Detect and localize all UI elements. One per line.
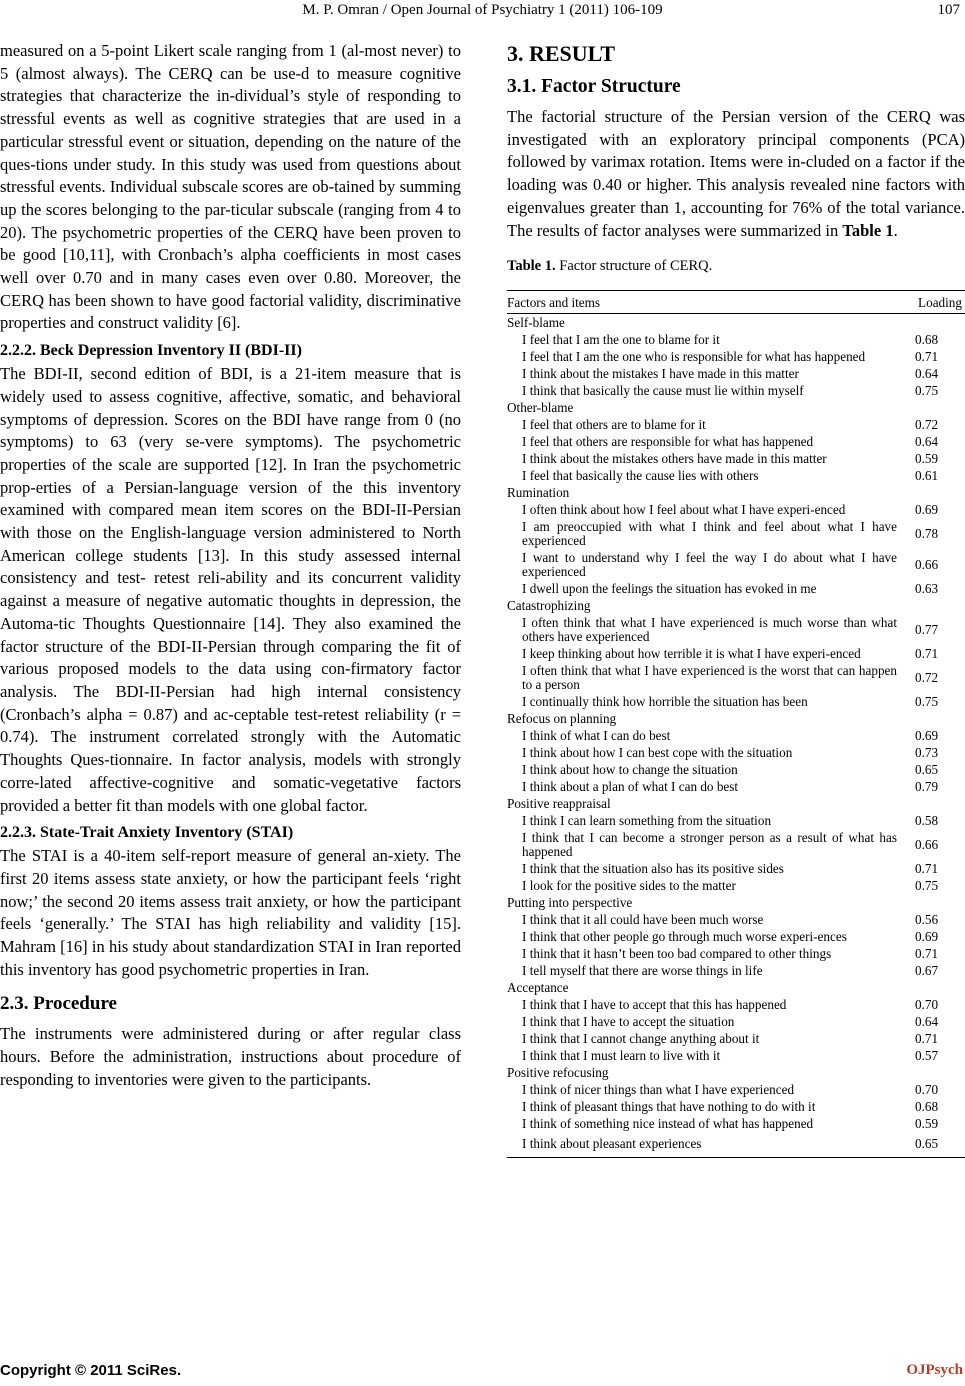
column-header-loading: Loading [909,291,965,314]
item-text: I feel that basically the cause lies with others [522,467,759,483]
table-row [507,860,965,877]
factor-group-row [507,710,965,727]
item-text: I think of pleasant things that have nothing to do with it [522,1098,816,1114]
item-loading: 0.65 [909,1132,965,1158]
item-text: I think I can learn something from the situation [522,812,772,828]
factor-structure-table [507,290,965,1158]
item-loading: 0.68 [915,1098,939,1114]
item-text: I feel that I am the one who is responsible for what has happened [522,348,866,364]
factor-structure-text: The factorial structure of the Persian version of the CERQ was investigated with an exploratory principal components (PCA) followed by varimax rotation. Items were in-cluded on a factor if the loading was 0.40 or higher. This analysis revealed nine factors with eigenvalues greater than 1, accounting for 76% of the total variance. The results of factor analyses were summarized in [507,107,965,240]
item-text: I think that I cannot change anything about it [522,1030,760,1046]
item-text: I feel that I am the one to blame for it [522,331,720,347]
table-row [507,433,965,450]
right-column [507,40,965,1158]
item-loading: 0.69 [915,727,939,743]
bdi-paragraph: The BDI-II, second edition of BDI, is a 21-item measure that is widely used to assess cognitive, affective, somatic, and behavioral symptoms of depression. Scores on the BDI have range from 0 (no symptoms) to 63 (very se-vere symptoms). The psychometric properties of the scale are supported [12]. In Iran the psychometric prop-erties of a Persian-language version of the this inventory examined with compared mean item scores on the BDI-II-Persian with those on the English-language version administered to North American college students [13]. In this study assessed internal consistency and test- retest reli-ability and its concurrent validity against a measure of negative automatic thoughts in depression, the Automa-tic Thoughts Questionnaire [14]. They also examined the factor structure of the BDI-II-Persian through comparing the fit of various proposed models to the data using con-firmatory factor analysis. The BDI-II-Persian had high internal consistency (Cronbach’s alpha = 0.87) and ac-ceptable test-retest reliability (r = 0.74). The instrument correlated strongly with the Automatic Thoughts Ques-tionnaire. In factor analysis, models with strongly corre-lated affective-cognitive and somatic-vegetative factors provided a better fit than models with one global factor. [0,364,461,815]
item-loading: 0.67 [915,962,939,978]
journal-abbreviation: OJPsych [906,1362,963,1378]
factor-structure-heading: 3.1. Factor Structure [507,76,681,97]
item-text: I look for the positive sides to the matter [522,877,736,893]
item-text: I think that I have to accept that this has happened [522,996,787,1012]
item-loading: 0.72 [915,669,939,685]
running-header [0,2,965,24]
factor-group-name: Positive reappraisal [507,795,611,811]
item-loading: 0.58 [915,812,939,828]
column-header-factors: Factors and items [507,291,909,314]
item-loading: 0.71 [915,348,939,364]
item-loading: 0.64 [915,433,939,449]
procedure-heading: 2.3. Procedure [0,993,117,1015]
procedure-paragraph: The instruments were administered during or after regular class hours. Before the administration, instructions about procedure of responding to inventories were given to the participants. [0,1024,461,1089]
item-loading: 0.70 [915,996,939,1012]
item-text: I continually think how horrible the situation has been [522,693,808,709]
table-body [507,314,965,1158]
table-row [507,331,965,348]
item-loading: 0.63 [915,580,939,596]
factor-group-row [507,894,965,911]
item-text: I often think that what I have experienced is much worse than what others have experienced [522,614,897,644]
factor-group-row [507,314,965,332]
cerq-description-paragraph: measured on a 5-point Likert scale ranging from 1 (al-most never) to 5 (almost always). The CERQ can be use-d to measure cognitive strategies that characterize the in-dividual’s style of responding to stressful events as well as cognitive strategies that are used in a particular stressful event or situation, depending on the nature of the ques-tions under study. In this study was used from questions about stressful events. Individual subscale scores are ob-tained by summing up the scores belonging to the par-ticular subscale (ranging from 4 to 20). The psychometric properties of the CERQ have been proven to be good [10,11], with Cronbach’s alpha coefficients in most cases well over 0.70 and in many cases even over 0.80. Moreover, the CERQ has been shown to have good factorial validity, discriminative properties and construct validity [6]. [0,41,461,333]
item-loading: 0.78 [915,525,939,541]
result-heading: 3. RESULT [507,41,616,66]
factor-group-row [507,1064,965,1081]
item-text: I am preoccupied with what I think and feel about what I have experienced [522,518,897,548]
item-loading: 0.66 [915,556,939,572]
item-text: I think about the mistakes others have made in this matter [522,450,827,466]
table-row [507,829,965,860]
page-footer [0,1362,965,1384]
table-row [507,812,965,829]
item-loading: 0.71 [915,945,939,961]
factor-structure-period: . [893,220,898,240]
table-row [507,348,965,365]
item-loading: 0.56 [915,911,939,927]
table-row [507,580,965,597]
item-text: I think of nicer things than what I have experienced [522,1081,795,1097]
item-loading: 0.69 [915,501,939,517]
item-text: I want to understand why I feel the way I do about what I have experienced [522,549,897,579]
factor-group-name: Self-blame [507,314,565,330]
table-row [507,365,965,382]
table-row [507,549,965,580]
item-text: I think about the mistakes I have made in this matter [522,365,799,381]
table-row [507,911,965,928]
factor-group-name: Rumination [507,484,570,500]
item-loading: 0.69 [915,928,939,944]
factor-group-name: Putting into perspective [507,894,633,910]
item-loading: 0.66 [915,836,939,852]
factor-group-row [507,484,965,501]
table-row [507,1098,965,1115]
item-loading: 0.57 [915,1047,939,1063]
left-column [0,40,461,1092]
table-row [507,996,965,1013]
item-text: I think of something nice instead of what has happened [522,1115,814,1131]
table-row [507,928,965,945]
table-row [507,1132,965,1158]
item-text: I dwell upon the feelings the situation has evoked in me [522,580,817,596]
factor-group-row [507,795,965,812]
item-loading: 0.75 [915,382,939,398]
table-row [507,450,965,467]
item-text: I think that other people go through much worse experi-ences [522,928,847,944]
table-row [507,382,965,399]
table-row [507,645,965,662]
table-row [507,614,965,645]
item-loading: 0.70 [915,1081,939,1097]
table-row [507,1115,965,1132]
factor-group-row [507,399,965,416]
bdi-heading: 2.2.2. Beck Depression Inventory II (BDI-II) [0,342,302,360]
table-row [507,518,965,549]
table-row [507,501,965,518]
item-loading: 0.73 [915,744,939,760]
table-caption-label: Table 1. [507,258,556,275]
factor-group-row [507,979,965,996]
item-text: I think that I must learn to live with it [522,1047,721,1063]
item-loading: 0.59 [915,1115,939,1131]
item-loading: 0.59 [915,450,939,466]
table-row [507,778,965,795]
item-loading: 0.71 [915,645,939,661]
item-text: I think about pleasant experiences [507,1132,909,1158]
item-loading: 0.64 [915,365,939,381]
copyright-notice: Copyright © 2011 SciRes. [0,1362,182,1379]
item-text: I think that basically the cause must lie within myself [522,382,804,398]
table-row [507,962,965,979]
factor-group-name: Other-blame [507,399,574,415]
item-text: I think that it all could have been much worse [522,911,764,927]
table-caption-text: Factor structure of CERQ. [555,258,713,275]
item-text: I think of what I can do best [522,727,671,743]
table-row [507,1081,965,1098]
table-row [507,1030,965,1047]
factor-group-name: Catastrophizing [507,597,591,613]
item-text: I feel that others are to blame for it [522,416,706,432]
factor-group-name: Acceptance [507,979,569,995]
factor-group-name: Positive refocusing [507,1064,609,1080]
item-text: I often think that what I have experienced is the worst that can happen to a person [522,662,897,692]
table-row [507,761,965,778]
item-text: I often think about how I feel about what I have experi-enced [522,501,846,517]
item-text: I tell myself that there are worse things in life [522,962,763,978]
table-row [507,416,965,433]
item-loading: 0.71 [915,860,939,876]
table-row [507,1047,965,1064]
item-loading: 0.61 [915,467,939,483]
table-row [507,877,965,894]
factor-group-row [507,597,965,614]
table-caption [507,256,965,276]
item-loading: 0.71 [915,1030,939,1046]
item-text: I keep thinking about how terrible it is what I have experi-enced [522,645,861,661]
stai-heading: 2.2.3. State-Trait Anxiety Inventory (STAI) [0,824,294,842]
item-loading: 0.64 [915,1013,939,1029]
table-row [507,662,965,693]
table-row [507,945,965,962]
factor-group-name: Refocus on planning [507,710,617,726]
table-reference: Table 1 [842,220,894,240]
item-loading: 0.79 [915,778,939,794]
item-text: I think about a plan of what I can do best [522,778,739,794]
running-title: M. P. Omran / Open Journal of Psychiatry 1 (2011) 106-109 [302,2,663,18]
item-loading: 0.75 [915,877,939,893]
table-row [507,1013,965,1030]
table-row [507,744,965,761]
item-loading: 0.72 [915,416,939,432]
item-text: I think that it hasn’t been too bad compared to other things [522,945,832,961]
stai-paragraph: The STAI is a 40-item self-report measure of general an-xiety. The first 20 items assess state anxiety, or how the participant feels ‘right now;’ the second 20 items assess trait anxiety, or how the participant feels ‘generally.’ The STAI has high reliability and validity [15]. Mahram [16] in his study about standardization STAI in Iran reported this inventory has good psychometric properties in Iran. [0,846,461,979]
item-text: I think about how to change the situation [522,761,738,777]
item-text: I feel that others are responsible for what has happened [522,433,814,449]
item-text: I think about how I can best cope with the situation [522,744,793,760]
item-loading: 0.77 [915,621,939,637]
item-loading: 0.65 [915,761,939,777]
table-row [507,467,965,484]
page-number: 107 [937,2,960,18]
item-text: I think that the situation also has its positive sides [522,860,784,876]
factor-structure-paragraph [507,106,965,242]
item-loading: 0.68 [915,331,939,347]
table-row [507,693,965,710]
item-text: I think that I can become a stronger person as a result of what has happened [522,829,897,859]
item-loading: 0.75 [915,693,939,709]
table-row [507,727,965,744]
item-text: I think that I have to accept the situation [522,1013,735,1029]
table-header-row [507,291,965,314]
